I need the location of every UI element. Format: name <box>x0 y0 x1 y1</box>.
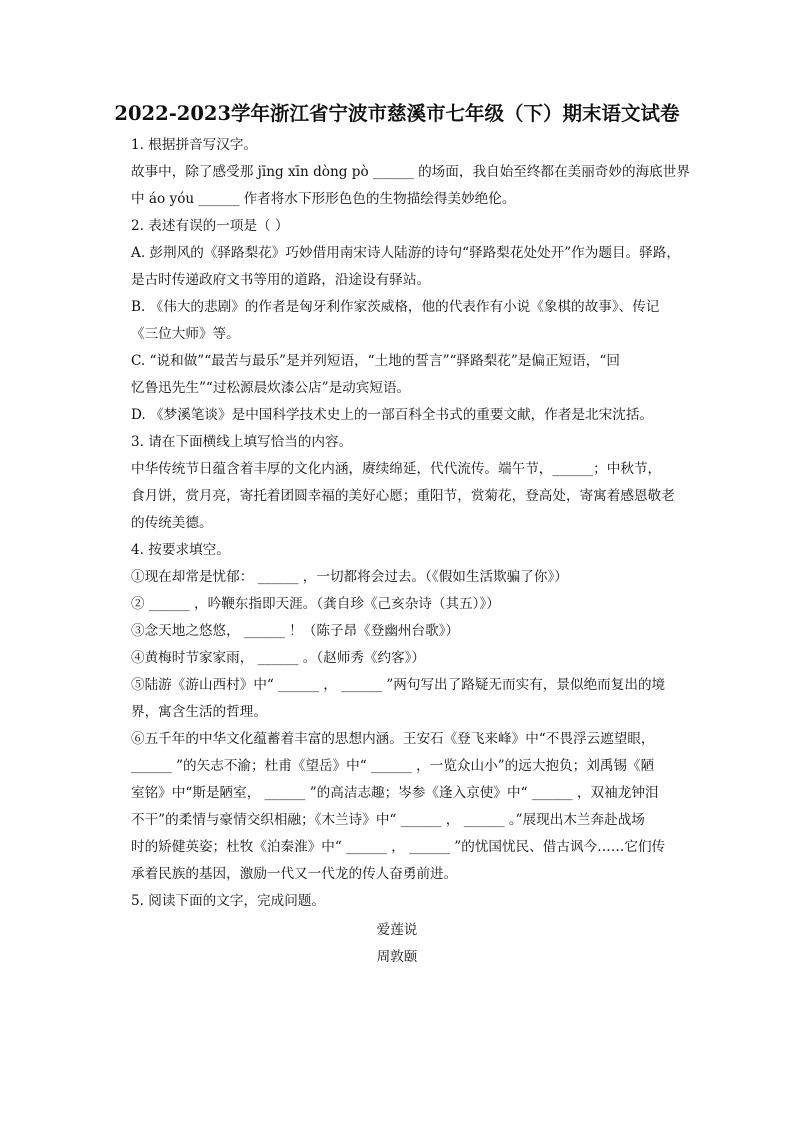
question-5-heading: 5. 阅读下面的文字，完成问题。 <box>131 893 326 909</box>
question-2-option-c: 忆鲁迅先生”“过松源晨炊漆公店”是动宾短语。 <box>131 380 411 396</box>
exam-title: 2022-2023学年浙江省宁波市慈溪市七年级（下）期末语文试卷 <box>114 102 680 125</box>
question-4-item: 室铭》中“斯是陋室， ______ ”的高洁志趣；岑参《逢入京使》中“ ______ ，双袖龙钟泪 <box>131 785 659 801</box>
question-1-text-line: 故事中，除了感受那 jīng xīn dòng pò ______ 的场面，我自始至终都在美丽奇妙的海底世界 <box>131 164 690 180</box>
question-4-item: ② ______ ，吟鞭东指即天涯。（龚自珍《己亥杂诗（其五）》） <box>131 596 500 612</box>
question-4-item: ③念天地之悠悠， ______ ！（陈子昂《登幽州台歌》） <box>131 623 460 639</box>
question-2-option-c: C. “说和做”“最苦与最乐”是并列短语，“土地的誓言”“驿路梨花”是偏正短语，“回 <box>131 353 620 369</box>
question-4-item: ______ ”的矢志不渝；杜甫《望岳》中“ ______ ，一览众山小”的远大抱负；刘禹锡《陋 <box>131 758 655 774</box>
question-4-item: ④黄梅时节家家雨， ______ 。（赵师秀《约客》） <box>131 650 426 666</box>
question-1-heading: 1. 根据拼音写汉字。 <box>131 137 258 153</box>
question-2-heading: 2. 表述有误的一项是（ ） <box>131 218 289 234</box>
question-4-item: 时的矫健英姿；杜牧《泊秦淮》中“ ______ ， ______ ”的忧国忧民、借古讽今……它们传 <box>131 839 666 855</box>
question-4-item: ①现在却常是忧郁： ______ ，一切都将会过去。（《假如生活欺骗了你》） <box>131 569 568 585</box>
question-4-item: ⑤陆游《游山西村》中“ ______ ， ______ ”两句写出了路疑无而实有，景似绝而复出的境 <box>131 677 666 693</box>
question-4-item: 不干”的柔情与豪情交织相融；《木兰诗》中“ ______ ， ______ 。”展现出木兰奔赴战场 <box>131 812 645 828</box>
question-2-option-a: 是古时传递政府文书等用的道路，沿途设有驿站。 <box>131 272 431 288</box>
question-1-text-line: 中 áo yóu ______ 作者将水下形形色色的生物描绘得美妙绝伦。 <box>131 191 516 207</box>
question-4-item: 承着民族的基因，激励一代又一代龙的传人奋勇前进。 <box>131 866 458 882</box>
question-3-text-line: 食月饼，赏月亮，寄托着团圆幸福的美好心愿；重阳节，赏菊花，登高处，寄寓着感恩敬老 <box>131 488 675 504</box>
reading-title: 爱莲说 <box>376 922 418 938</box>
question-4-heading: 4. 按要求填空。 <box>131 542 230 558</box>
question-3-text-line: 的传统美德。 <box>131 515 213 531</box>
question-3-text-line: 中华传统节日蕴含着丰厚的文化内涵，赓续绵延，代代流传。端午节，______；中秋节， <box>131 461 662 477</box>
question-2-option-a: A. 彭荆风的《驿路梨花》巧妙借用南宋诗人陆游的诗句“驿路梨花处处开”作为题目。驿路， <box>131 245 680 261</box>
question-3-heading: 3. 请在下面横线上填写恰当的内容。 <box>131 434 353 450</box>
reading-author: 周敦颐 <box>376 949 418 965</box>
question-2-option-b: B. 《伟大的悲剧》的作者是匈牙利作家茨威格，他的代表作有小说《象棋的故事》、传记 <box>131 299 660 315</box>
question-4-item: ⑥五千年的中华文化蕴蓄着丰富的思想内涵。王安石《登飞来峰》中“不畏浮云遮望眼， <box>131 731 655 747</box>
question-4-item: 界，寓含生活的哲理。 <box>131 704 267 720</box>
question-2-option-b: 《三位大师》等。 <box>131 326 240 342</box>
question-2-option-d: D. 《梦溪笔谈》是中国科学技术史上的一部百科全书式的重要文献，作者是北宋沈括。 <box>131 407 654 423</box>
